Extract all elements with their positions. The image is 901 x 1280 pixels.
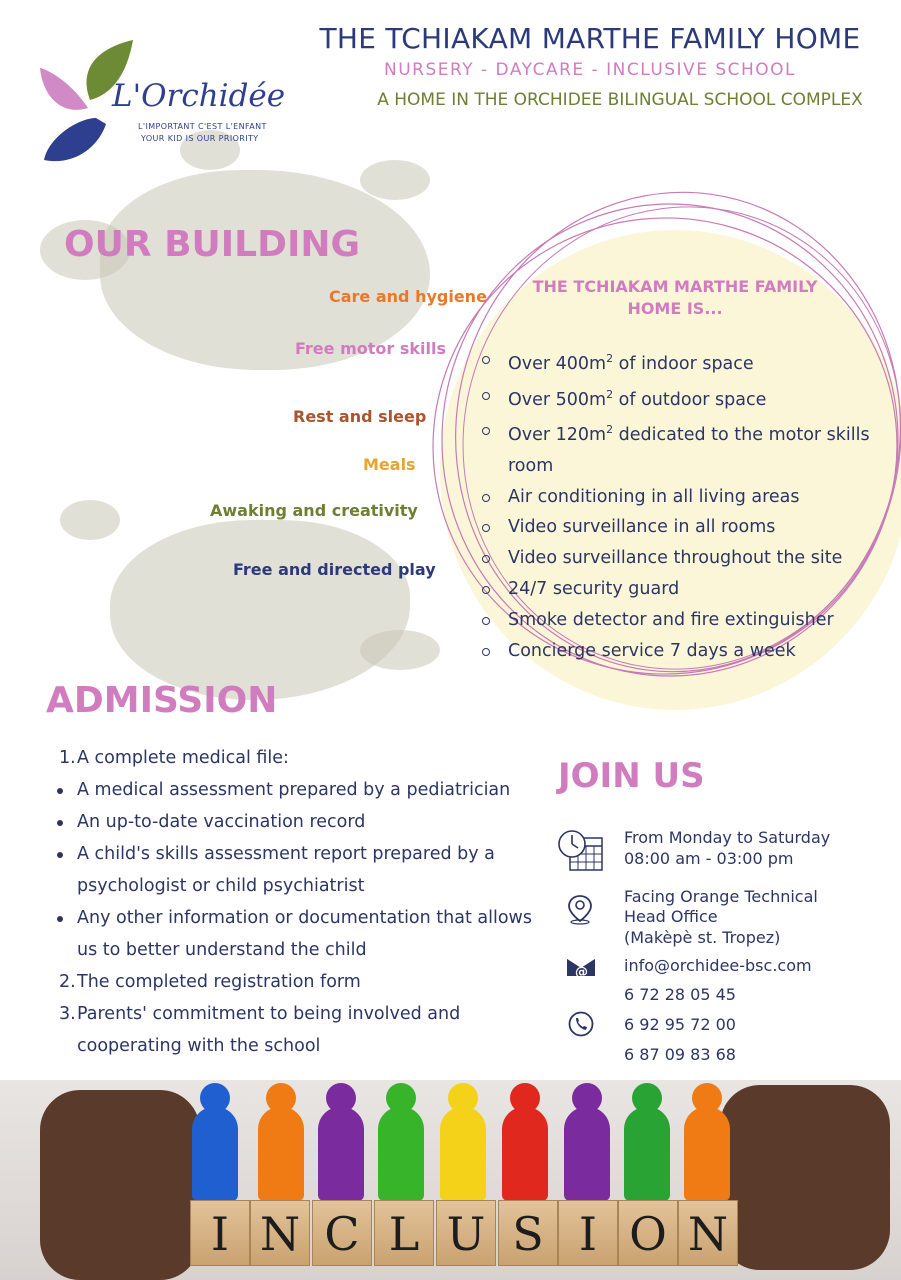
opening-hours: 08:00 am - 03:00 pm — [624, 849, 794, 868]
email-link[interactable]: info@orchidee-bsc.com — [624, 956, 812, 975]
address-line-3: (Makèpè st. Tropez) — [624, 928, 781, 947]
activity-free-motor-skills: Free motor skills — [295, 339, 446, 358]
letter-block: U — [436, 1200, 496, 1266]
phone-number-2[interactable]: 6 92 95 72 00 — [624, 1015, 736, 1034]
letter-block: O — [618, 1200, 678, 1266]
phone-number-1[interactable]: 6 72 28 05 45 — [624, 985, 736, 1004]
admission-item-2: 2. The completed registration form — [50, 966, 550, 998]
activity-rest-sleep: Rest and sleep — [293, 407, 427, 426]
svg-text:@: @ — [575, 965, 588, 980]
pawn-figure — [436, 1083, 488, 1203]
address-line-2: Head Office — [624, 907, 718, 926]
activity-meals: Meals — [363, 455, 416, 474]
pawn-figure — [374, 1083, 426, 1203]
pawn-figure — [620, 1083, 672, 1203]
letter-block: L — [374, 1200, 434, 1266]
admission-subitem: A child's skills assessment report prepared by a psychologist or child psychiatrist — [50, 838, 550, 902]
letter-block: N — [678, 1200, 738, 1266]
left-hand — [40, 1090, 200, 1280]
admission-item-3: 3. Parents' commitment to being involved and cooperating with the school — [50, 998, 550, 1062]
pawn-figure — [314, 1083, 366, 1203]
pawn-figure — [254, 1083, 306, 1203]
pawn-figure — [498, 1083, 550, 1203]
activity-awaking-creativity: Awaking and creativity — [210, 501, 418, 520]
feature-item: Over $400m^2$ of indoor space — [508, 344, 901, 380]
admission-subitem: Any other information or documentation that allows us to better understand the child — [50, 902, 550, 966]
letter-block: I — [558, 1200, 618, 1266]
pawn-figure — [680, 1083, 732, 1203]
feature-item: Air conditioning in all living areas — [508, 482, 901, 513]
address-line-1: Facing Orange Technical — [624, 887, 818, 906]
activity-care-hygiene: Care and hygiene — [329, 287, 487, 306]
location-pin-icon — [566, 893, 594, 925]
feature-item: 24/7 security guard — [508, 574, 901, 605]
letter-block: C — [312, 1200, 372, 1266]
activity-free-directed-play: Free and directed play — [233, 560, 436, 579]
logo-tagline-en: YOUR KID IS OUR PRIORITY — [141, 134, 259, 143]
item-number: 1. — [59, 748, 76, 768]
admission-list — [50, 742, 550, 1062]
phone-icon — [567, 1010, 595, 1038]
letter-block: N — [250, 1200, 310, 1266]
phone-number-3[interactable]: 6 87 09 83 68 — [624, 1045, 736, 1064]
page-tagline: A HOME IN THE ORCHIDEE BILINGUAL SCHOOL COMPLEX — [377, 90, 863, 110]
background-splash-top — [60, 150, 480, 410]
pawn-figure — [188, 1083, 240, 1203]
item-number: 2. — [59, 972, 76, 992]
page-title: THE TCHIAKAM MARTHE FAMILY HOME — [319, 22, 861, 55]
admission-subitem: An up-to-date vaccination record — [50, 806, 550, 838]
logo-tagline-fr: L'IMPORTANT C'EST L'ENFANT — [138, 122, 267, 131]
admission-heading: ADMISSION — [46, 680, 278, 721]
circle-title: THE TCHIAKAM MARTHE FAMILY HOME IS... — [532, 277, 818, 318]
feature-item: Video surveillance throughout the site — [508, 543, 901, 574]
feature-item: Over $500m^2$ of outdoor space — [508, 380, 901, 416]
admission-item-1: 1. A complete medical file: — [50, 742, 550, 774]
logo-wordmark: L'Orchidée — [112, 78, 286, 114]
pawn-figure — [560, 1083, 612, 1203]
opening-days: From Monday to Saturday — [624, 828, 831, 847]
feature-item: Smoke detector and fire extinguisher — [508, 605, 901, 636]
our-building-heading: OUR BUILDING — [64, 224, 361, 265]
letter-block: I — [190, 1200, 250, 1266]
feature-item: Over $120m^2$ dedicated to the motor skills room — [508, 415, 901, 481]
right-hand — [720, 1085, 890, 1270]
features-list — [472, 344, 901, 666]
admission-subitem: A medical assessment prepared by a pediatrician — [50, 774, 550, 806]
feature-item: Concierge service 7 days a week — [508, 636, 901, 667]
calendar-clock-icon — [556, 826, 604, 872]
feature-item: Video surveillance in all rooms — [508, 512, 901, 543]
letter-block: S — [498, 1200, 558, 1266]
email-icon — [564, 952, 598, 980]
item-number: 3. — [59, 1004, 76, 1024]
join-us-heading: JOIN US — [558, 756, 705, 796]
page-subtitle: NURSERY - DAYCARE - INCLUSIVE SCHOOL — [383, 60, 797, 80]
